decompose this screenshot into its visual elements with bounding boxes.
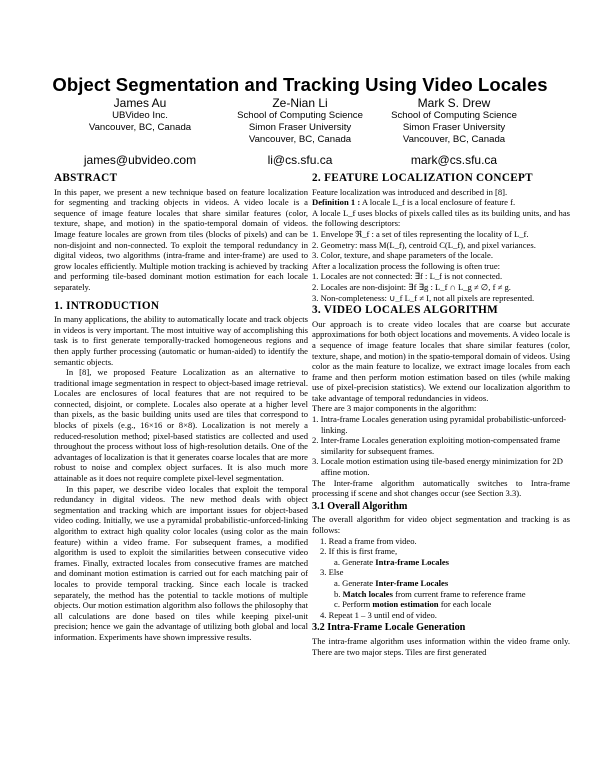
definition-text: A locale L_f is a local enclosure of feature f.	[361, 197, 516, 208]
step-emphasis: Inter-frame Locales	[375, 577, 449, 588]
feature-body: A locale L_f uses blocks of pixels called tiles as its building units, and has the following descriptors:	[312, 207, 570, 229]
author-email: li@cs.sfu.ca	[267, 153, 333, 167]
list-item: 2. Locales are non-disjoint: ∃f ∃g : L_f ∩ L_g ≠ ∅, f ≠ g.	[312, 281, 511, 292]
author-email: mark@cs.sfu.ca	[410, 153, 498, 167]
step-text: a. Generate	[334, 556, 376, 567]
list-item: 2. Inter-frame Locales generation exploiting motion-compensated frame similarity for subsequent frames.	[312, 435, 561, 456]
algorithm-paragraph: The Inter-frame algorithm automatically switches to Intra-frame processing if scene and shot changes occur (see Section 3.3).	[312, 477, 570, 499]
author-affiliation: Vancouver, BC, Canada	[248, 134, 352, 145]
author-affiliation: Simon Fraser University	[248, 122, 352, 133]
author-3	[374, 96, 534, 167]
list-item: 1. Locales are not connected: ∃f : L_f is not connected.	[312, 271, 503, 282]
author-affiliation: School of Computing Science	[237, 110, 363, 121]
intro-heading: 1. INTRODUCTION	[54, 299, 160, 312]
step-text: 3. Else	[320, 567, 344, 578]
author-affiliation: Vancouver, BC, Canada	[88, 122, 192, 133]
algorithm-step	[312, 589, 570, 600]
author-1	[60, 96, 220, 167]
algorithm-paragraph: Our approach is to create video locales that are coarse but accurate approximations for both object locations and movements. A video locale is a sequence of image feature locales that share similar features (color, texture, shape, and motion) in the spatio-temporal domain of videos. Using color as the main feature to localize, we extract image locales from each frame and then perform motion estimation based on tiles (while making use of pixel-precision statistics). We extend our localization algorithm to take advantage of temporal redundancies in videos.	[312, 318, 570, 403]
component-list	[312, 414, 570, 478]
feature-after: After a localization process the following is often true:	[312, 260, 501, 271]
list-item: 3. Color, texture, and shape parameters of the locale.	[312, 250, 494, 261]
list-item: 2. Geometry: mass M(L_f), centroid C(L_f), and pixel variances.	[312, 239, 536, 250]
step-text: 1. Read a frame from video.	[320, 535, 417, 546]
step-text: a. Generate	[334, 577, 376, 588]
abstract-heading: ABSTRACT	[54, 172, 118, 184]
property-list	[312, 271, 570, 303]
definition	[312, 197, 570, 208]
author-affiliation: Vancouver, BC, Canada	[402, 134, 506, 145]
algorithm-step	[312, 546, 570, 557]
author-name: Ze-Nian Li	[272, 96, 328, 110]
author-name: Mark S. Drew	[417, 96, 491, 110]
definition-label: Definition 1 :	[312, 197, 361, 208]
list-item: 3. Locale motion estimation using tile-based energy minimization for 2D affine motion.	[312, 456, 563, 478]
paper-title: Object Segmentation and Tracking Using Video Locales	[52, 74, 548, 95]
list-item: 3. Non-completeness: ∪_f L_f ≠ I, not all pixels are represented.	[312, 292, 535, 303]
author-name: James Au	[113, 96, 167, 110]
author-affiliation: School of Computing Science	[391, 110, 517, 121]
intraframe-heading: 3.2 Intra-Frame Locale Generation	[312, 622, 466, 634]
intraframe-text: The intra-frame algorithm uses information within the video frame only. There are two major steps. Tiles are first generated	[312, 635, 570, 657]
step-text: 2. If this is first frame,	[320, 546, 398, 557]
overall-heading: 3.1 Overall Algorithm	[312, 500, 408, 512]
step-text: for each locale	[438, 599, 492, 610]
descriptor-list	[312, 229, 570, 261]
algorithm-step	[312, 578, 570, 589]
author-2	[220, 96, 380, 167]
algorithm-step	[312, 536, 570, 547]
algorithm-paragraph: There are 3 major components in the algorithm:	[312, 403, 477, 414]
algorithm-step	[312, 610, 570, 621]
list-item: 1. Envelope ℜ_f : a set of tiles representing the locality of L_f.	[312, 228, 529, 239]
algorithm-steps	[312, 536, 570, 621]
step-emphasis: Match locales	[342, 588, 393, 599]
intro-paragraph: In this paper, we describe video locales that exploit the temporal redundancy in digital videos. The new method deals with object segmentation and tracking which are important issues for object-based video coding. Initially, we use a pyramidal probabilistic-unforced-linking algorithm to extract high quality color locales (using color as the main feature) within a video frame. For subsequent frames, a modified algorithm is used to exploit the similarities between consecutive video frames. Finally, extracted locales from consecutive frames are matched and dominant motion estimation is carried out for each matching pair of locales to provide temporal tracking. Since each locale is tracked separately, the method has the potential to tackle motions of multiple objects. Our motion estimation algorithm also follows the philosophy that all calculations are done based on tiles while keeping pixel-unit precision; hence we gain the advantage of utilizing both global and local information. Experiments have shown impressive results.	[54, 483, 308, 642]
intro-paragraph: In [8], we proposed Feature Localization as an alternative to traditional image segmentation in respect to object-based image retrieval. Locales are enclosures of local features that are not required to be connected, disjoint, or complete. Locales also operate at a higher level than pixels, as the basic building units used are tiles that correspond to blocks of pixels (e.g., 16×16 or 8×8). Localization is not merely a reduced-resolution method; pixel-based statistics are collected and used throughout the process without loss of high-resolution details. One of the advantages of localization is that it generates coarse locales that are more robust to noise and complex object surfaces. It is also much more attainable as it does not require complete pixel-level segmentation.	[54, 367, 308, 484]
algorithm-step	[312, 567, 570, 578]
intro-paragraph: In many applications, the ability to automatically locate and track objects in videos is very important. The most intuitive way of accomplishing this task is to first generate temporally-tracked homogeneous regions and then apply further processing (automatic or human-aided) to identify the semantic objects.	[54, 314, 308, 367]
step-emphasis: Intra-frame Locales	[375, 556, 450, 567]
step-text: c. Perform	[334, 599, 373, 610]
step-text: b.	[334, 588, 343, 599]
feature-heading: 2. FEATURE LOCALIZATION CONCEPT	[312, 172, 533, 184]
algorithm-heading: 3. VIDEO LOCALES ALGORITHM	[312, 304, 499, 317]
abstract-text: In this paper, we present a new technique based on feature localization for segmenting and tracking objects in videos. A video locale is a sequence of image feature locales that share similar features (color, texture, shape, and motion) in the spatio-temporal domain of videos. Image feature locales are grown from tiles (blocks of pixels) and can be non-disjoint and non-connected. To exploit the temporal redundancy in digital videos, two algorithms (intra-frame and inter-frame) are used to grow locales efficiently. Multiple motion tracking is achieved by tracking and performing tile-based dominant motion estimation for each locale separately.	[54, 186, 308, 292]
overall-intro: The overall algorithm for video object segmentation and tracking is as follows:	[312, 514, 570, 535]
step-text: from current frame to reference frame	[392, 588, 526, 599]
step-emphasis: motion estimation	[372, 599, 439, 610]
algorithm-step	[312, 599, 570, 610]
author-affiliation: Simon Fraser University	[402, 122, 506, 133]
algorithm-step	[312, 557, 570, 568]
list-item: 1. Intra-frame Locales generation using pyramidal probabilistic-unforced-linking.	[312, 414, 567, 435]
author-email: james@ubvideo.com	[83, 153, 197, 167]
left-column	[54, 171, 308, 643]
author-affiliation: UBVideo Inc.	[112, 110, 168, 121]
feature-intro: Feature localization was introduced and described in [8].	[312, 186, 508, 197]
step-text: 4. Repeat 1 – 3 until end of video.	[320, 609, 437, 620]
right-column	[312, 171, 570, 657]
